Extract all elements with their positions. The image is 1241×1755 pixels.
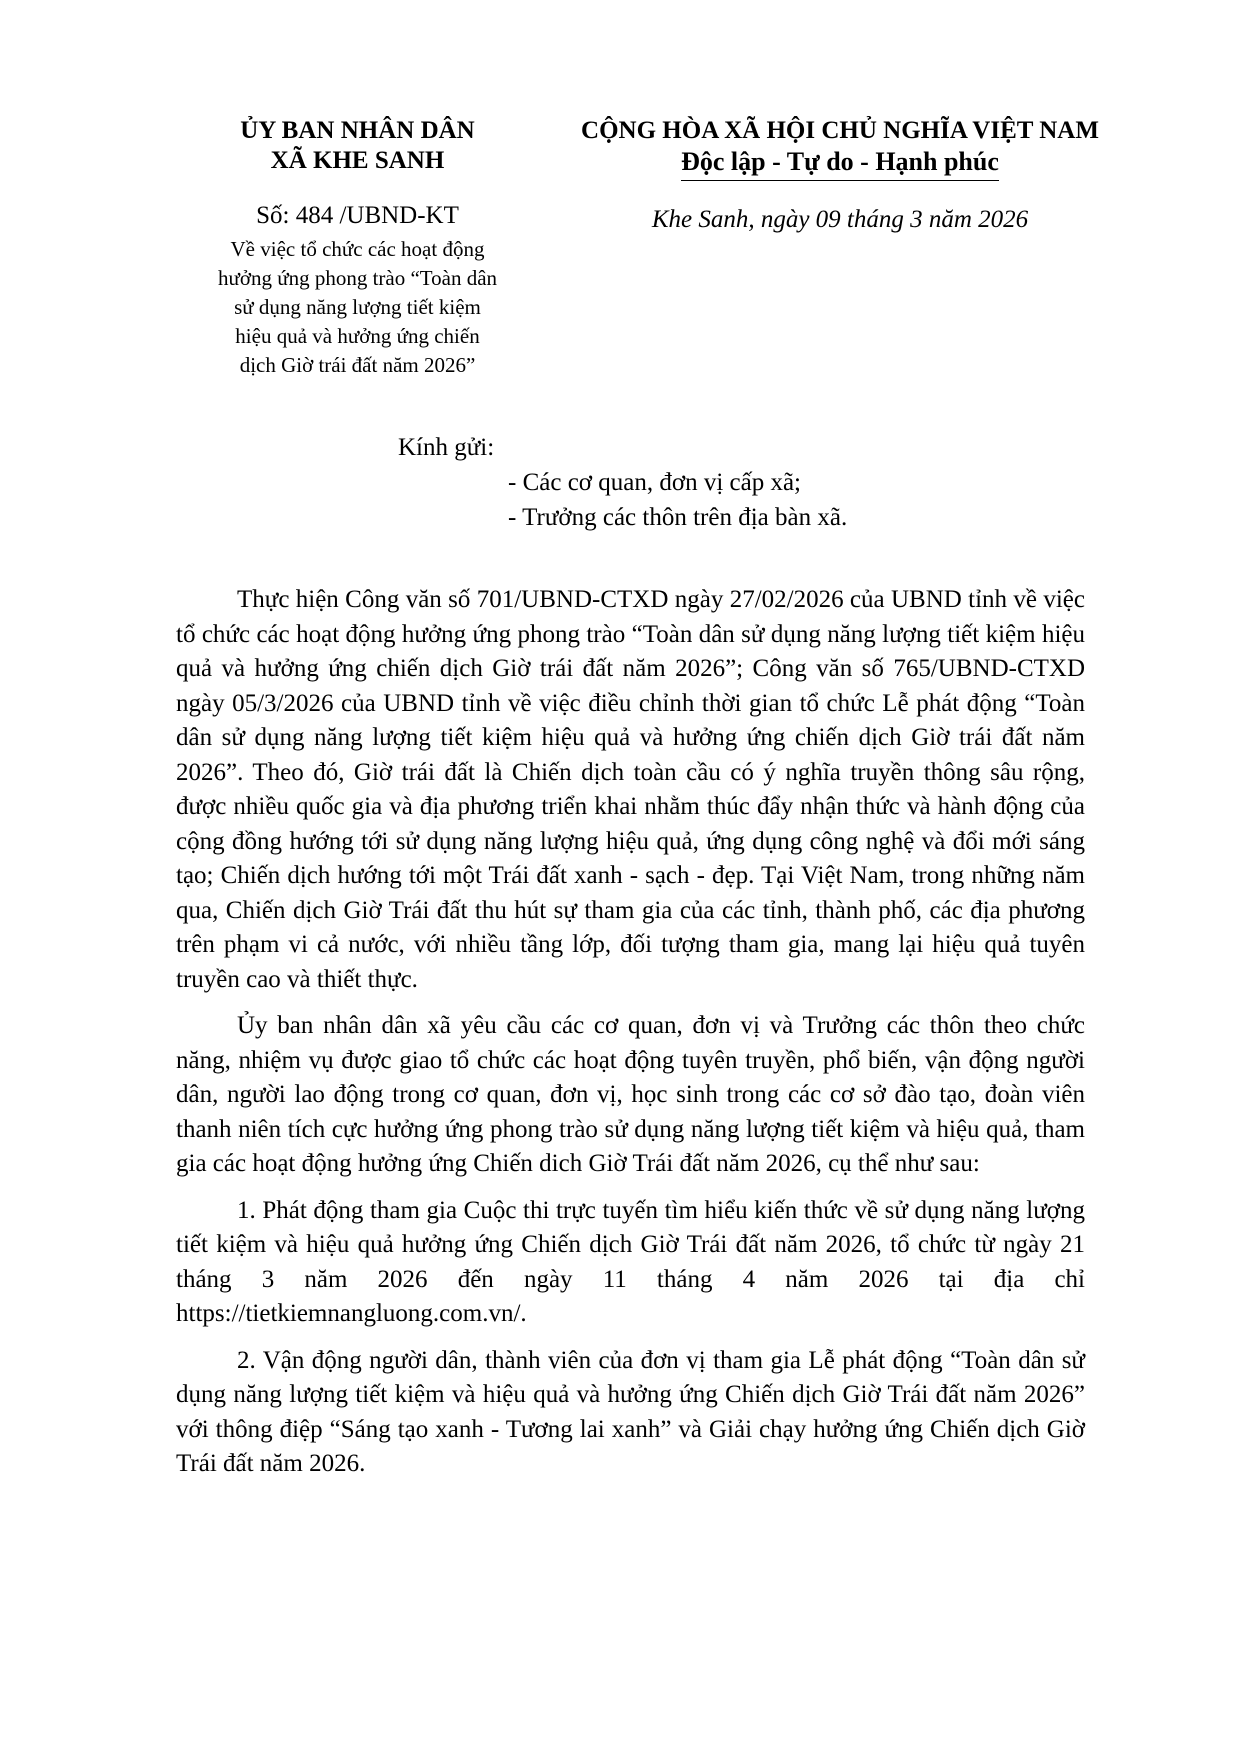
subject-line: Về việc tổ chức các hoạt động	[230, 237, 485, 261]
document-body	[176, 583, 1085, 1494]
body-paragraph: Thực hiện Công văn số 701/UBND-CTXD ngày 27/02/2026 của UBND tỉnh về việc tổ chức các hoạt động hưởng ứng phong trào “Toàn dân sử dụng năng lượng tiết kiệm hiệu quả và hưởng ứng chiến dịch Giờ trái đất năm 2026”; Công văn số 765/UBND-CTXD ngày 05/3/2026 của UBND tỉnh về việc điều chỉnh thời gian tổ chức Lễ phát động “Toàn dân sử dụng năng lượng tiết kiệm hiệu quả và hưởng ứng chiến dịch Giờ trái đất năm 2026”. Theo đó, Giờ trái đất là Chiến dịch toàn cầu có ý nghĩa truyền thông sâu rộng, được nhiều quốc gia và địa phương triển khai nhằm thúc đẩy nhận thức và hành động của cộng đồng hướng tới sử dụng năng lượng hiệu quả, ứng dụng công nghệ và đổi mới sáng tạo; Chiến dịch hướng tới một Trái đất xanh - sạch - đẹp. Tại Việt Nam, trong những năm qua, Chiến dịch Giờ Trái đất thu hút sự tham gia của các tỉnh, thành phố, các địa phương trên phạm vi cả nước, với nhiều tầng lớp, đối tượng tham gia, mang lại hiệu quả tuyên truyền cao và thiết thực.	[176, 586, 1085, 993]
recipients-block	[398, 430, 847, 535]
place-date: Khe Sanh, ngày 09 tháng 3 năm 2026	[651, 206, 1029, 233]
issuing-authority-block	[170, 116, 545, 380]
body-paragraph: 2. Vận động người dân, thành viên của đơn vị tham gia Lễ phát động “Toàn dân sử dụng năng lượng tiết kiệm và hiệu quả và hưởng ứng Chiến dịch Giờ Trái đất năm 2026” với thông điệp “Sáng tạo xanh - Tương lai xanh” và Giải chạy hưởng ứng Chiến dịch Giờ Trái đất năm 2026.	[176, 1346, 1085, 1477]
document-subject	[170, 235, 545, 380]
subject-line: hưởng ứng phong trào “Toàn dân	[217, 266, 498, 290]
document-number: Số: 484 /UBND-KT	[256, 202, 459, 229]
recipient-item: - Các cơ quan, đơn vị cấp xã;	[508, 469, 802, 496]
authority-name-line1: ỦY BAN NHÂN DÂN	[240, 117, 475, 144]
national-heading-block	[540, 116, 1140, 235]
authority-name-line2: XÃ KHE SANH	[270, 147, 445, 174]
subject-line: sử dụng năng lượng tiết kiệm	[234, 295, 481, 319]
subject-line: hiệu quả và hưởng ứng chiến	[235, 324, 480, 348]
national-title: CỘNG HÒA XÃ HỘI CHỦ NGHĨA VIỆT NAM	[581, 117, 1099, 144]
subject-line: dịch Giờ trái đất năm 2026”	[239, 353, 476, 377]
body-paragraph: Ủy ban nhân dân xã yêu cầu các cơ quan, đơn vị và Trưởng các thôn theo chức năng, nhiệm vụ được giao tổ chức các hoạt động tuyên truyền, phổ biến, vận động người dân, người lao động trong cơ quan, đơn vị, học sinh trong các cơ sở đào tạo, đoàn viên thanh niên tích cực hưởng ứng phong trào sử dụng năng lượng tiết kiệm và hiệu quả, tham gia các hoạt động hưởng ứng Chiến dich Giờ Trái đất năm 2026, cụ thể như sau:	[176, 1012, 1085, 1177]
recipients-label: Kính gửi:	[398, 434, 495, 461]
body-paragraph: 1. Phát động tham gia Cuộc thi trực tuyến tìm hiểu kiến thức về sử dụng năng lượng tiết kiệm và hiệu quả hưởng ứng Chiến dịch Giờ Trái đất năm 2026, tổ chức từ ngày 21 tháng 3 năm 2026 đến ngày 11 tháng 4 năm 2026 tại địa chỉ https://tietkiemnangluong.com.vn/.	[176, 1196, 1085, 1327]
recipient-item: - Trưởng các thôn trên địa bàn xã.	[508, 504, 848, 531]
national-motto: Độc lập - Tự do - Hạnh phúc	[681, 146, 999, 181]
